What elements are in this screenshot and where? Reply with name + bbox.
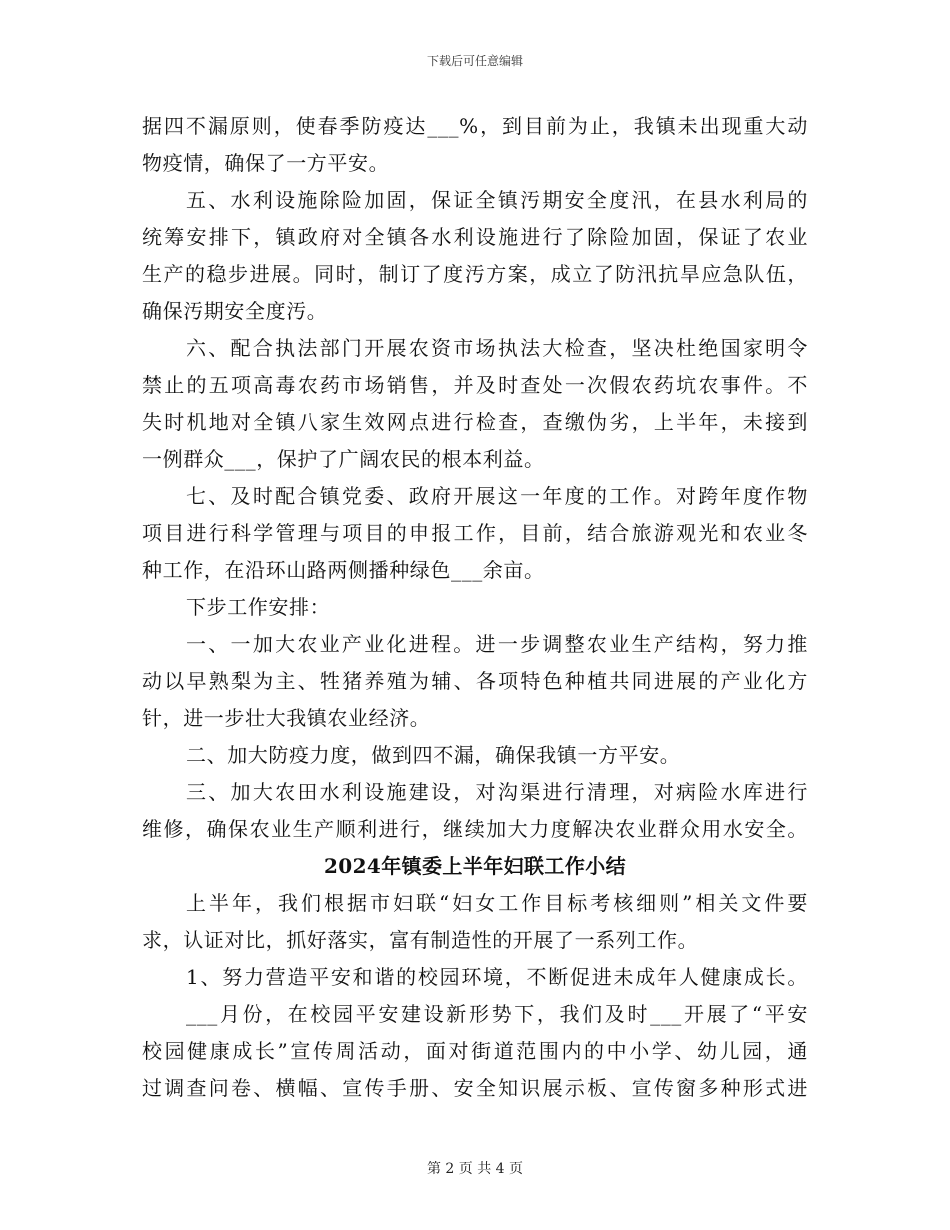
text-line: 二、加大防疫力度，做到四不漏，确保我镇一方平安。: [186, 743, 681, 767]
text-line: 确保汚期安全度汚。: [142, 299, 328, 323]
text-line: 据四不漏原则，使春季防疫达___%，到目前为止，我镇未出现重大动: [142, 114, 808, 138]
text-line: 统筹安排下，镇政府对全镇各水利设施进行了除险加固，保证了农业: [142, 225, 808, 249]
text-line: 上半年，我们根据市妇联“妇女工作目标考核细则”相关文件要: [186, 891, 808, 915]
text-line: 1、努力营造平安和谐的校园环境，不断促进未成年人健康成长。: [186, 965, 808, 989]
page-footer: 第 2 页 共 4 页: [426, 1161, 524, 1177]
text-line: 六、配合执法部门开展农资市场执法大检查，坚决杜绝国家明令: [186, 336, 808, 360]
text-line: 失时机地对全镇八家生效网点进行检查，查缴伪劣，上半年，未接到: [142, 410, 808, 434]
text-line: 三、加大农田水利设施建设，对沟渠进行清理，对病险水库进行: [186, 780, 808, 804]
text-line: 校园健康成长”宣传周活动，面对街道范围内的中小学、幼儿园，通: [142, 1039, 808, 1063]
page-header: 下载后可任意编辑: [426, 54, 523, 68]
text-line: 下步工作安排：: [186, 595, 331, 619]
text-line: 针，进一步壮大我镇农业经济。: [142, 706, 431, 730]
text-line: 禁止的五项高毒农药市场销售，并及时查处一次假农药坑农事件。不: [142, 373, 808, 397]
text-line: 维修，确保农业生产顺利进行，继续加大力度解决农业群众用水安全。: [142, 817, 808, 841]
text-line: 一例群众___，保护了广阔农民的根本利益。: [142, 447, 545, 471]
text-line: 求，认证对比，抓好落实，富有制造性的开展了一系列工作。: [142, 928, 699, 952]
text-line: 动以早熟梨为主、牲猪养殖为辅、各项特色种植共同进展的产业化方: [142, 669, 808, 693]
text-line: 一、一加大农业产业化进程。进一步调整农业生产结构，努力推: [186, 632, 808, 656]
document-body: [142, 108, 808, 1107]
text-line: 物疫情，确保了一方平安。: [142, 151, 390, 175]
text-line: ___月份，在校园平安建设新形势下，我们及时___开展了“平安: [186, 1002, 808, 1026]
text-line: 过调查问卷、横幅、宣传手册、安全知识展示板、宣传窗多种形式进: [142, 1076, 808, 1100]
text-line: 七、及时配合镇党委、政府开展这一年度的工作。对跨年度作物: [186, 484, 808, 508]
text-line: 项目进行科学管理与项目的申报工作，目前，结合旅游观光和农业冬: [142, 521, 808, 545]
text-line: 生产的稳步进展。同时，制订了度汚方案，成立了防汛抗旱应急队伍，: [142, 262, 808, 286]
section-title: 2024年镇委上半年妇联工作小结: [323, 854, 627, 878]
text-line: 种工作，在沿环山路两侧播种绿色___余亩。: [142, 558, 545, 582]
text-line: 五、水利设施除险加固，保证全镇汚期安全度汛，在县水利局的: [186, 188, 808, 212]
